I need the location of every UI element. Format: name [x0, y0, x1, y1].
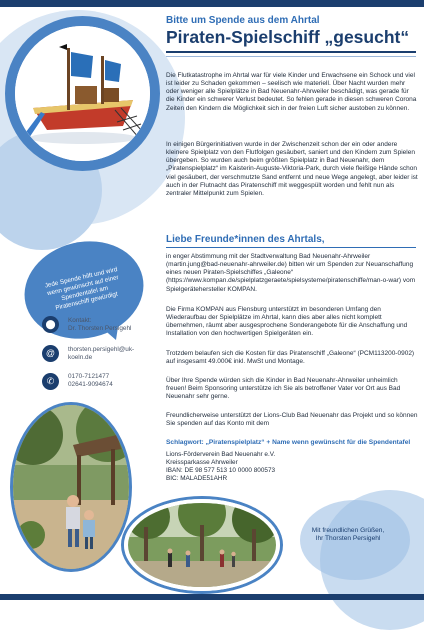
bank-name: Kreissparkasse Ahrweiler [166, 459, 238, 467]
section-paragraph-3: Trotzdem belaufen sich die Kosten für das Piratenschiff „Galeone“ (PCM113200-0902) auf insgesamt 49.000€ inkl. MwSt und Montage. [166, 350, 415, 366]
intro-paragraph-1: Die Flutkatastrophe im Ahrtal war für viele Kinder und Erwachsene ein Schock und viel ist leider zu Schaden gekommen – seelisch wie materiell. Über Nacht wurden mehr oder weniger alle Spielplätze in Bad Neuenahr-Ahrweiler beschädigt, was gerade für die Kinder ein schwerer Verlust bedeutet. So fehlen gerade in diesen schweren Corona Zeiten den Kindern die Möglichkeit sich in der freien Luft sicher austoben zu können. [166, 72, 417, 112]
donation-slogan: Schlagwort: „Piratenspielplatz“ + Name wenn gewünscht für die Spendentafel [166, 439, 411, 446]
signoff-name: Ihr Thorsten Persigehl [315, 535, 381, 543]
bank-bic: BIC: MALADE51AHR [166, 475, 228, 483]
section-paragraph-5: Freundlicherweise unterstützt der Lions-Club Bad Neuenahr das Projekt und so können Sie spenden auf das Konto mit dem [166, 412, 418, 428]
email-icon: @ [42, 345, 59, 362]
section-rule [166, 247, 416, 248]
location-pin-icon: ⬤ [42, 316, 59, 333]
contact-email[interactable]: thorsten.persigehl@uk-koeln.de [68, 346, 135, 362]
intro-paragraph-2: In einigen Bürgerinitiativen wurde in der Zwischenzeit schon der ein oder andere kleinere Spielplatz von den Flutfolgen gesäubert, saniert und den Kindern zum Spielen übergeben. So wurden auch beim größten Spielplatz in Bad Neuenahr, dem „Piratenspielplatz“ im Kaisterin-Auguste-Viktoria-Park, durch viele fleißige Hände schon viel gesäubert, der verschmutzte Sand entfernt und neue Wege angelegt, aber leider ist auch in der Flutnacht das Piratenschiff mit weggespült worden und fehlt nun als zentraler Mittelpunkt zum Spielen. [166, 141, 418, 197]
bubble-text: Jede Spende hilft und wird wenn gewünscht auf einer Spendentafel am Piratenschiff gewürdigt [44, 265, 120, 312]
signoff [300, 527, 396, 544]
page-title: Piraten-Spielschiff „gesucht“ [166, 27, 410, 47]
bank-iban: IBAN: DE 98 577 513 10 0000 800573 [166, 467, 276, 475]
contact-phone-mobile[interactable]: 0170-7121477 [68, 373, 110, 380]
section-paragraph-1: in enger Abstimmung mit der Stadtverwaltung Bad Neuenahr-Ahrweiler (martin.jung@bad-neuenahr-ahrweiler.de) bitten wir um Spenden zur Neuanschaffung eines neuen Piraten-Spielschiffes „Galeone“ (https://www.kompan.de/spielplatzgeraete/spielsysteme/piratenschiffe/man-o-war) vom Spielgerätehersteller KOMPAN. [166, 253, 416, 293]
section-heading: Liebe Freunde*innen des Ahrtals, [166, 234, 325, 245]
contact-name: Dr. Thorsten Persigehl [68, 325, 132, 333]
bank-account-holder: Lions-Förderverein Bad Neuenahr e.V. [166, 451, 276, 458]
pretitle: Bitte um Spende aus dem Ahrtal [166, 15, 320, 26]
title-rule [166, 51, 416, 53]
contact-phones [68, 373, 163, 389]
title-rule-thin [166, 56, 416, 57]
pirate-ship-image [5, 16, 160, 171]
bank-details [166, 451, 275, 484]
bottom-bar [0, 594, 424, 600]
contact-phone-landline[interactable]: 02641-9094674 [68, 381, 113, 389]
contact-label: Kontakt: [68, 317, 92, 324]
top-bar [0, 0, 424, 7]
park-photo [124, 499, 280, 591]
signoff-greeting: Mit freundlichen Grüßen, [311, 527, 385, 534]
phone-icon: ✆ [42, 373, 59, 390]
section-paragraph-2: Die Firma KOMPAN aus Flensburg unterstützt im besonderen Umfang den Wiederaufbau der Spielplätze im Ahrtal, kann dies aber alles nicht komplett übernehmen, räumt aber ausgesprochene Sonderangebote für die Anschaffung und Installation von den hochwertigen Spielgeräten ein. [166, 306, 408, 338]
section-paragraph-4: Über Ihre Spende würden sich die Kinder in Bad Neuenahr-Ahrweiler unheimlich freuen! Beim Sponsoring unterstütze ich Sie als betroffener Vater vor Ort aus Bad Neuenahr sehr gerne. [166, 377, 401, 401]
children-playground-photo [10, 402, 132, 572]
contact-person [68, 317, 163, 333]
